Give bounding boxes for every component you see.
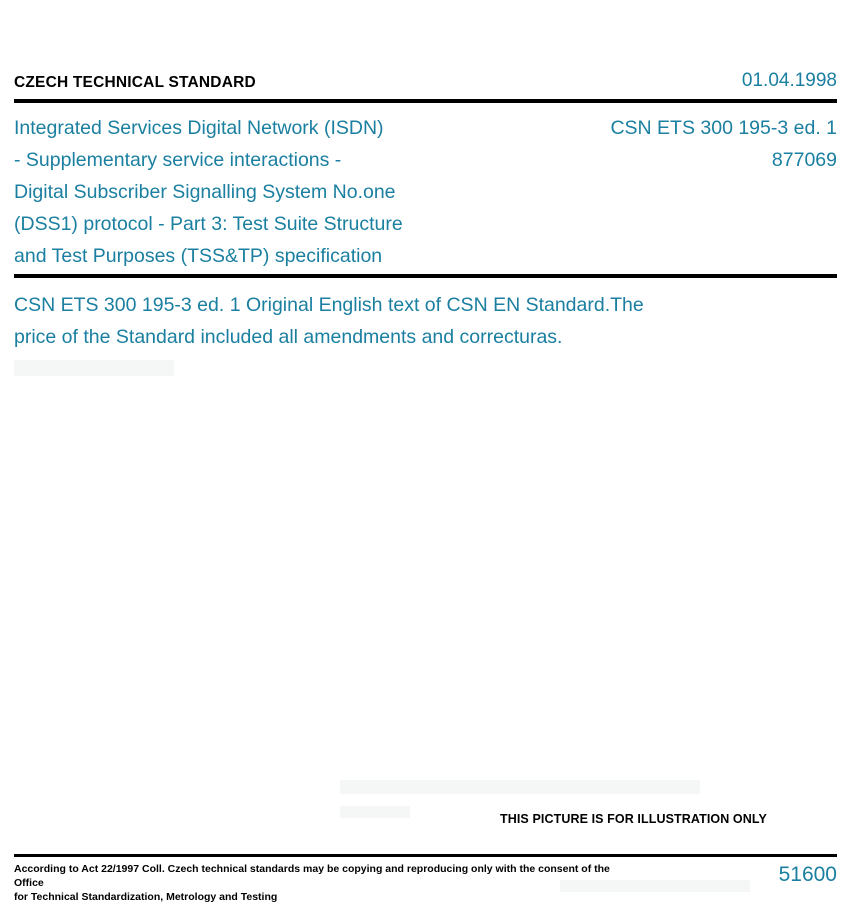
standard-description — [14, 289, 754, 353]
title-line: Integrated Services Digital Network (ISDN) — [14, 117, 384, 139]
divider-top — [14, 99, 837, 103]
divider-bottom — [14, 854, 837, 857]
illustration-disclaimer: THIS PICTURE IS FOR ILLUSTRATION ONLY — [500, 812, 767, 826]
title-line: (DSS1) protocol - Part 3: Test Suite Structure — [14, 213, 403, 235]
copyright-note-line: for Technical Standardization, Metrology and Testing — [14, 891, 278, 903]
description-line: CSN ETS 300 195-3 ed. 1 Original English text of CSN EN Standard.The — [14, 294, 644, 316]
publication-date: 01.04.1998 — [741, 70, 837, 91]
description-line: price of the Standard included all amendments and correcturas. — [14, 326, 563, 348]
footer — [14, 862, 837, 904]
standard-designation: CSN ETS 300 195-3 ed. 1 — [610, 117, 837, 139]
divider-middle — [14, 274, 837, 278]
scan-artifact — [340, 780, 700, 794]
standard-title — [14, 112, 534, 272]
copyright-note — [14, 862, 614, 904]
scan-artifact — [14, 360, 174, 376]
scan-artifact — [340, 806, 410, 818]
order-code: 51600 — [778, 863, 837, 886]
title-block — [14, 112, 837, 272]
copyright-note-line: According to Act 22/1997 Coll. Czech technical standards may be copying and reproducing only with the consent of the Office — [14, 863, 610, 889]
standard-identifiers — [547, 112, 837, 176]
header — [14, 70, 837, 92]
title-line: - Supplementary service interactions - — [14, 149, 342, 171]
document-type-label: CZECH TECHNICAL STANDARD — [14, 74, 256, 91]
standard-catalog-number: 877069 — [771, 149, 837, 171]
title-line: and Test Purposes (TSS&TP) specification — [14, 245, 383, 267]
title-line: Digital Subscriber Signalling System No.one — [14, 181, 396, 203]
